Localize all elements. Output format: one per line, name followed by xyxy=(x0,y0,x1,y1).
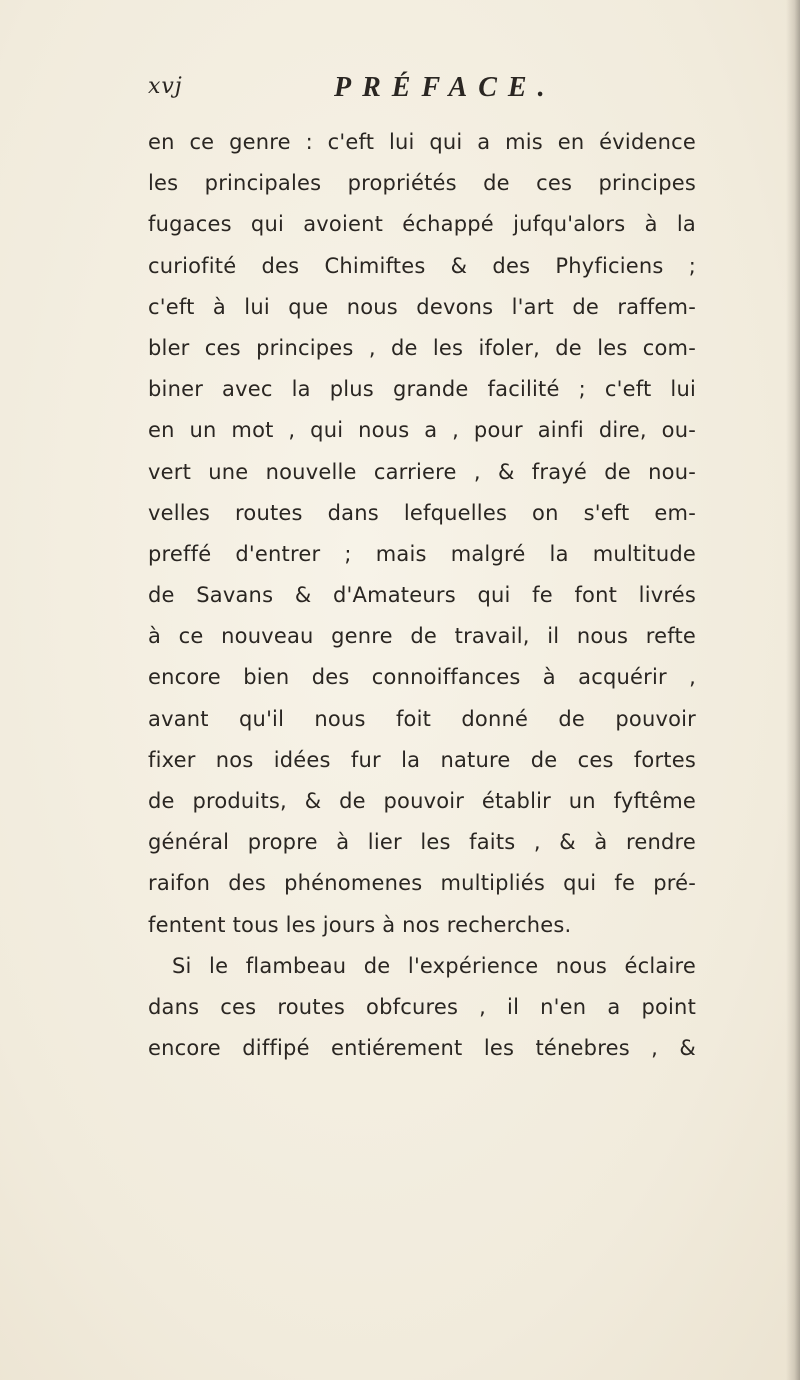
running-title: PRÉFACE. xyxy=(334,72,556,103)
text-line: raifon des phénomenes multipliés qui fe pré- xyxy=(148,871,696,896)
text-line: fixer nos idées fur la nature de ces fortes xyxy=(148,747,696,772)
text-line: fentent tous les jours à nos recherches. xyxy=(148,912,572,937)
text-line: de Savans & d'Amateurs qui fe font livrés xyxy=(148,583,696,608)
text-line: dans ces routes obfcures , il n'en a point xyxy=(148,994,696,1019)
text-line: curiofité des Chimiftes & des Phyficiens ; xyxy=(148,253,696,278)
text-line: général propre à lier les faits , & à rendre xyxy=(148,830,696,855)
text-line: à ce nouveau genre de travail, il nous refte xyxy=(148,624,696,649)
text-line: encore bien des connoiffances à acquérir , xyxy=(148,665,696,690)
page-header xyxy=(148,72,668,112)
text-line: de produits, & de pouvoir établir un fyftême xyxy=(148,789,696,813)
text-line: preffé d'entrer ; mais malgré la multitude xyxy=(148,541,696,566)
text-line: Si le flambeau de l'expérience nous éclaire xyxy=(172,953,696,978)
text-line: fugaces qui avoient échappé jufqu'alors à la xyxy=(148,212,696,237)
page-edge-shadow xyxy=(786,0,800,1380)
text-line: en ce genre : c'eft lui qui a mis en évidence xyxy=(148,130,696,154)
text-line: biner avec la plus grande facilité ; c'eft lui xyxy=(148,377,696,402)
text-line: en un mot , qui nous a , pour ainfi dire, ou- xyxy=(148,418,696,443)
text-line: c'eft à lui que nous devons l'art de raffem- xyxy=(148,294,696,319)
text-line: vert une nouvelle carriere , & frayé de nou- xyxy=(148,459,696,484)
text-line: velles routes dans lefquelles on s'eft em- xyxy=(148,500,696,525)
text-line: les principales propriétés de ces principes xyxy=(148,171,696,196)
text-line: encore diffipé entiérement les ténebres , & xyxy=(148,1036,696,1061)
page-number: xvj xyxy=(148,74,183,99)
text-line: avant qu'il nous foit donné de pouvoir xyxy=(148,706,696,731)
body-text xyxy=(148,122,696,1069)
text-line: bler ces principes , de les ifoler, de les com- xyxy=(148,335,696,360)
